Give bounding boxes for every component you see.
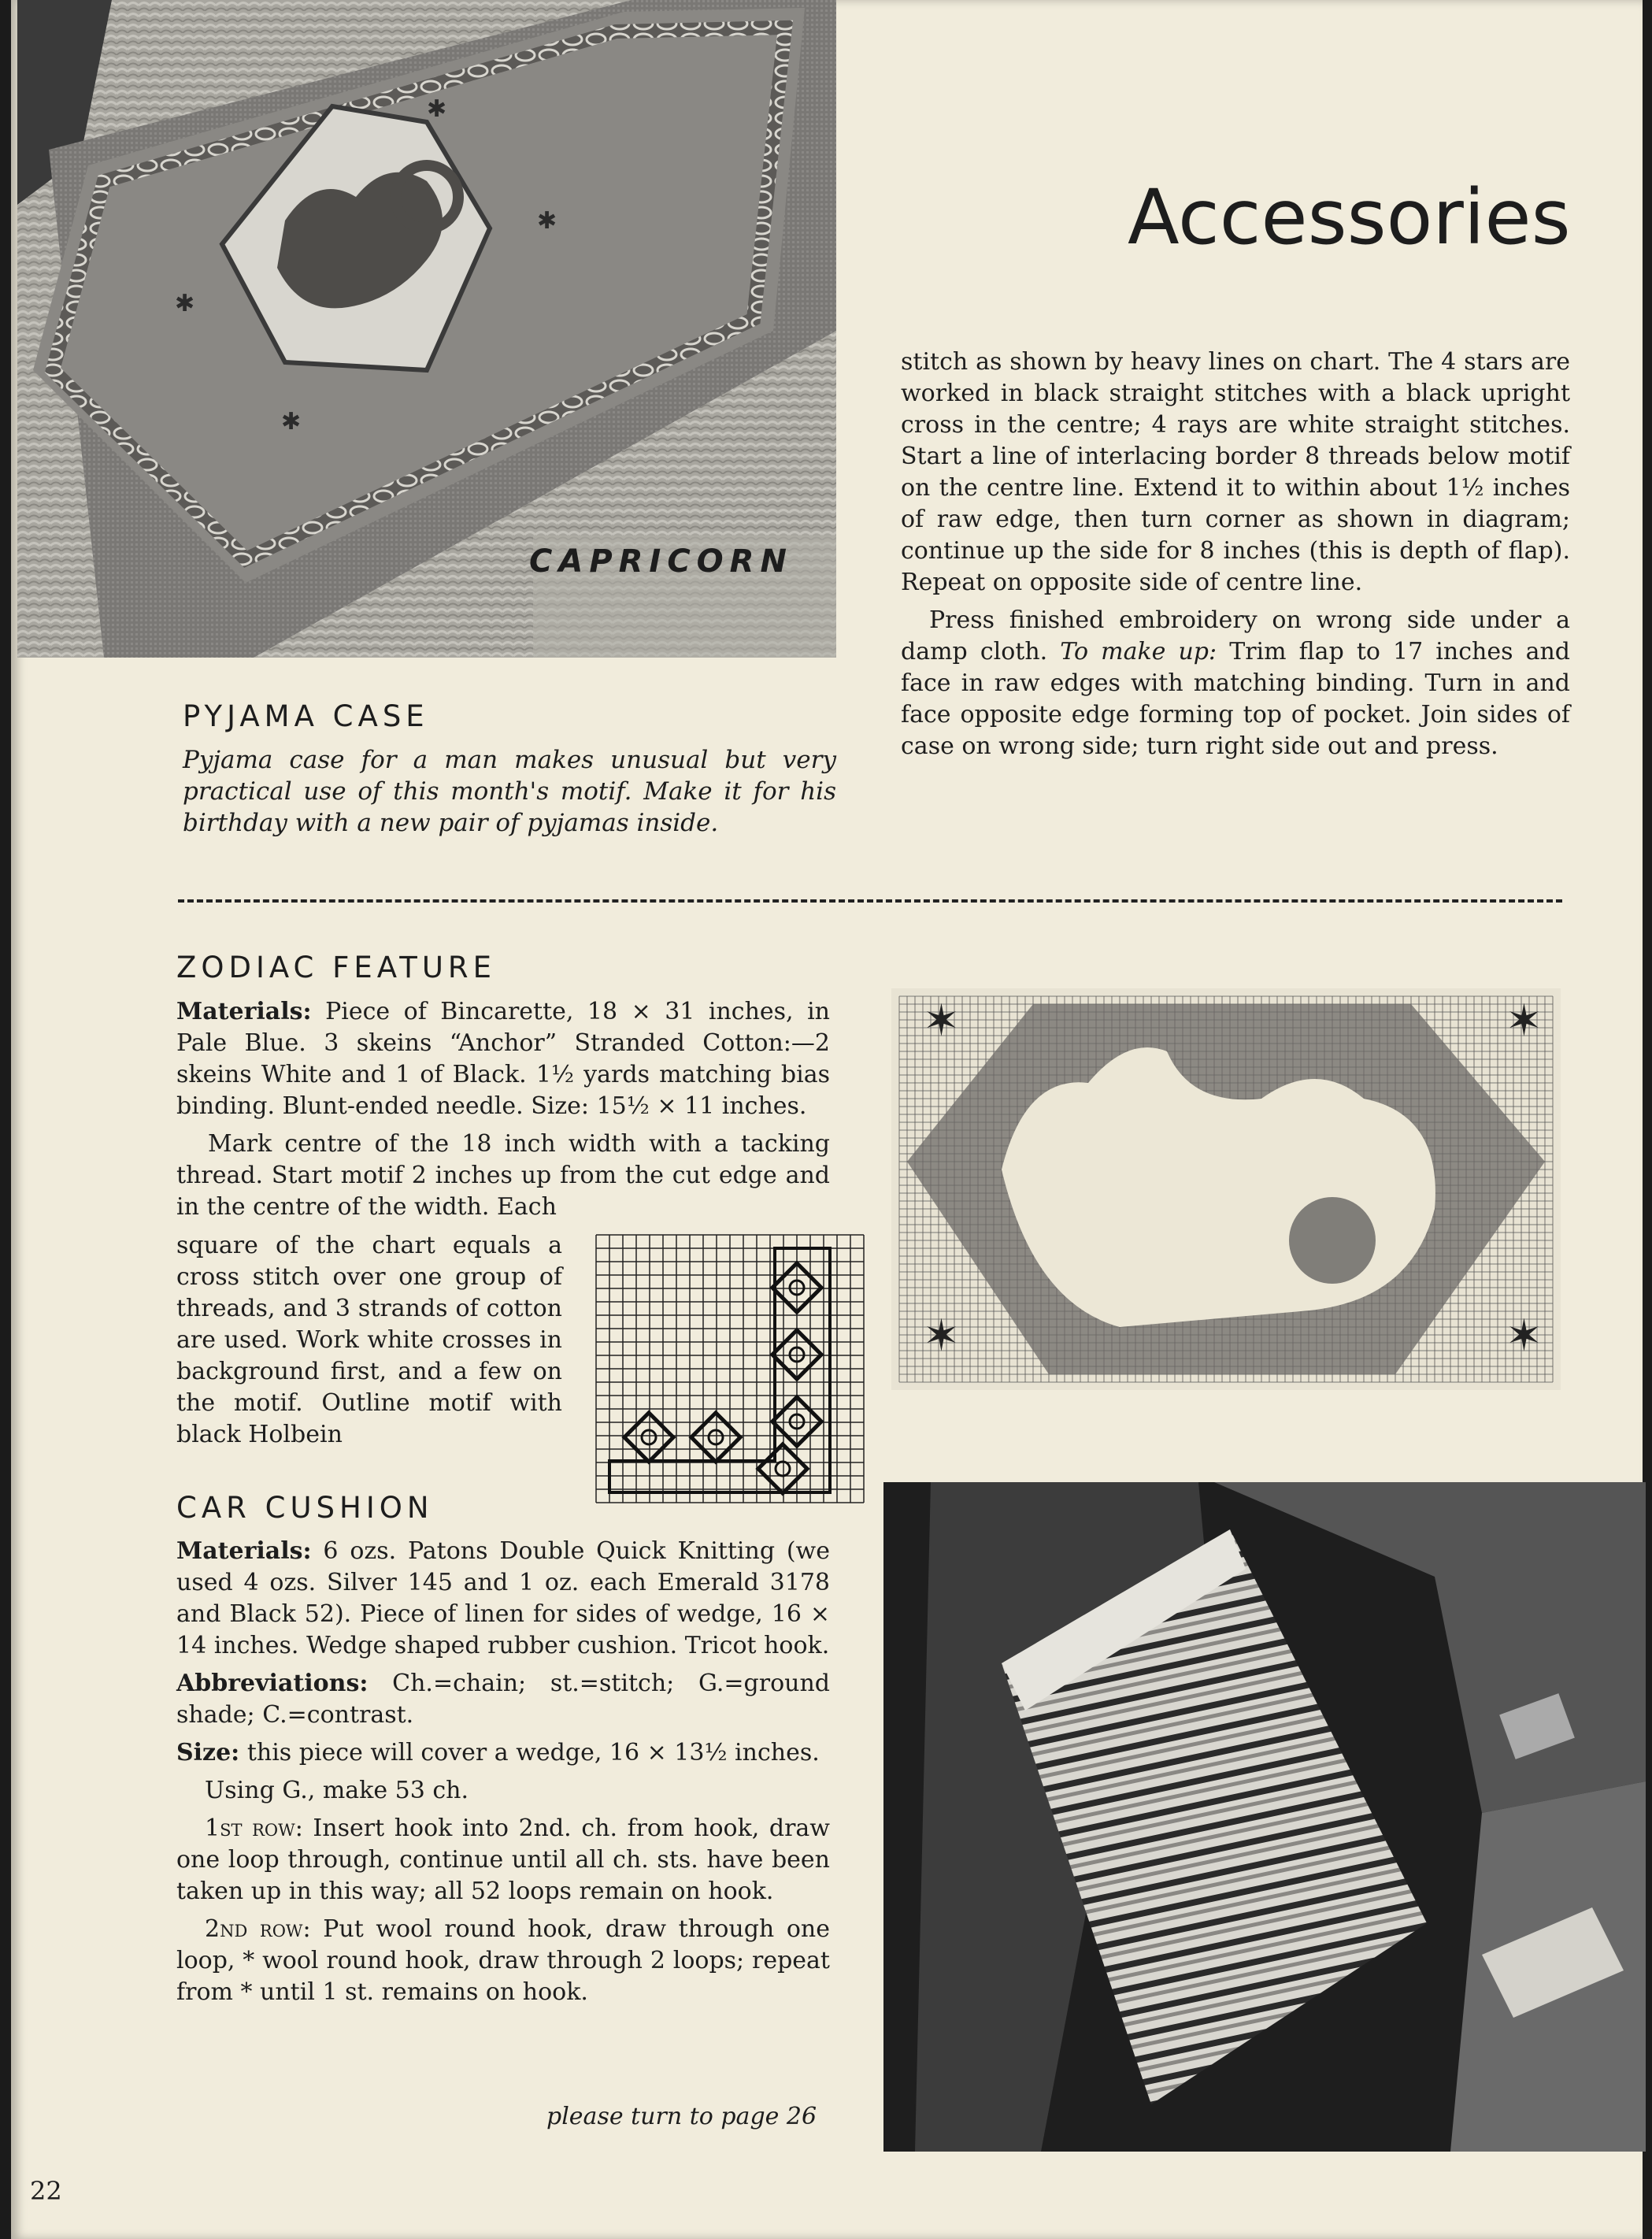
pyjama-paragraph-1: stitch as shown by heavy lines on chart. The 4 stars are worked in black straight stitches with a black upright cross in the centre; 4 rays are white straight stitches. Start a line of interlacing border 8 threads below motif on the centre line. Extend it to within about 1½ inches of raw edge, then turn corner as shown in diagram; continue up the side for 8 inches (this is depth of flap). Repeat on opposite side of centre line. xyxy=(901,348,1570,596)
magazine-page xyxy=(11,0,1643,2239)
zodiac-materials-text: Piece of Bincarette, 18 × 31 inches, in Pale Blue. 3 skeins “Anchor” Stranded Cotton:—2 skeins White and 1 of Black. 1½ yards matching bias binding. Blunt-ended needle. Size: 15½ × 11 inches. xyxy=(176,998,830,1120)
car-abbreviations xyxy=(176,1668,830,1731)
car-cushion-text xyxy=(176,1536,830,2015)
capricorn-cross-stitch-chart xyxy=(891,988,1561,1390)
star-icon: ✶ xyxy=(923,1310,960,1362)
car-row-1 xyxy=(176,1813,830,1907)
row2-label: 2nd row: xyxy=(205,1915,311,1943)
capricorn-label: CAPRICORN xyxy=(529,543,793,580)
zodiac-materials-paragraph xyxy=(176,996,830,1122)
dashed-divider xyxy=(178,899,1562,903)
car-size xyxy=(176,1737,830,1769)
car-row-2 xyxy=(176,1914,830,2008)
star-icon: ✶ xyxy=(923,995,960,1047)
interlace-diamond xyxy=(691,1413,740,1462)
continued-note: please turn to page 26 xyxy=(546,2103,817,2130)
svg-text:✱: ✱ xyxy=(175,290,195,317)
car-cushion-photo xyxy=(883,1482,1646,2152)
car-cushion-heading: CAR CUSHION xyxy=(176,1491,434,1525)
car-abbrev-label: Abbreviations: xyxy=(176,1670,369,1697)
star-icon: ✶ xyxy=(1506,995,1543,1047)
border-diagram xyxy=(594,1233,866,1510)
car-using: Using G., make 53 ch. xyxy=(205,1777,469,1804)
capricorn-chart xyxy=(891,988,1561,1390)
interlace-diamond xyxy=(624,1413,673,1462)
zodiac-materials-label: Materials: xyxy=(176,998,312,1025)
car-materials xyxy=(176,1536,830,1662)
zodiac-paragraph-2: square of the chart equals a cross stitch over one group of threads, and 3 strands of cotton are used. Work white crosses in background first, and a few on the motif. Outline motif with black Holbein xyxy=(176,1232,562,1448)
page-number: 22 xyxy=(30,2176,62,2206)
pyjama-intro: Pyjama case for a man makes unusual but very practical use of this month's motif. Make it for his birthday with a new pair of pyjamas inside. xyxy=(183,746,836,837)
zodiac-materials xyxy=(176,996,830,1229)
star-icon: ✶ xyxy=(1506,1310,1543,1362)
car-size-text: this piece will cover a wedge, 16 × 13½ inches. xyxy=(246,1739,820,1766)
car-materials-label: Materials: xyxy=(176,1537,312,1565)
interlace-ring xyxy=(709,1430,723,1444)
zodiac-paragraph-1: Mark centre of the 18 inch width with a tacking thread. Start motif 2 inches up from the cut edge and in the centre of the width. Each xyxy=(176,1130,830,1221)
interlace-diamond xyxy=(758,1444,807,1493)
interlace-ring xyxy=(642,1430,656,1444)
car-materials-text: 6 ozs. Patons Double Quick Knitting (we used 4 ozs. Silver 145 and 1 oz. each Emerald 3178 and Black 52). Piece of linen for sides of wedge, 16 × 14 inches. Wedge shaped rubber cushion. Tricot hook. xyxy=(176,1537,830,1659)
row1-label: 1st row: xyxy=(205,1815,303,1842)
pyjama-paragraph-2 xyxy=(901,605,1570,762)
car-seat-illustration xyxy=(883,1482,1646,2152)
row2-text: Put wool round hook, draw through one loop, * wool round hook, draw through 2 loops; repeat from * until 1 st. remains on hook. xyxy=(176,1915,830,2006)
svg-text:✱: ✱ xyxy=(281,408,302,436)
zodiac-heading: ZODIAC FEATURE xyxy=(176,951,496,984)
interlacing-border-chart xyxy=(594,1233,866,1510)
goat-tail-spot xyxy=(1289,1197,1376,1284)
section-title: Accessories xyxy=(1128,173,1571,261)
interlace-ring xyxy=(776,1462,790,1476)
car-abbrev-text: Ch.=chain; st.=stitch; G.=ground shade; C.=contrast. xyxy=(176,1670,830,1729)
pyjama-heading: PYJAMA CASE xyxy=(183,699,429,733)
svg-text:✱: ✱ xyxy=(537,207,557,235)
press-text: Press finished embroidery on wrong side under a damp cloth. xyxy=(901,606,1570,665)
car-size-label: Size: xyxy=(176,1739,240,1766)
to-make-up-label: To make up: xyxy=(1060,638,1217,665)
make-up-text: Trim flap to 17 inches and face in raw edges with matching binding. Turn in and face opposite edge forming top of pocket. Join sides of case on wrong side; turn right side out and press. xyxy=(901,638,1570,760)
pyjama-instructions xyxy=(901,347,1570,769)
svg-text:✱: ✱ xyxy=(427,95,447,123)
row1-text: Insert hook into 2nd. ch. from hook, draw one loop through, continue until all ch. sts. have been taken up in this way; all 52 loops remain on hook. xyxy=(176,1815,830,1905)
